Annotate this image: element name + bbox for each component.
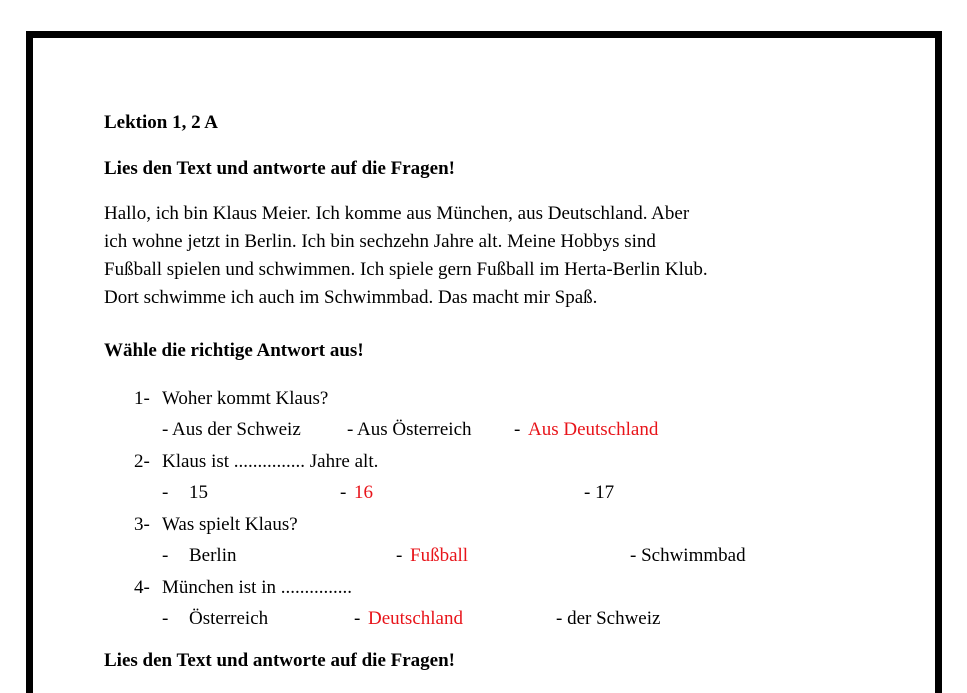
answer-option: - 17 <box>584 482 615 503</box>
answer-option: - der Schweiz <box>556 608 661 629</box>
correct-answer: 16 <box>354 482 373 503</box>
answer-option: 15 <box>189 482 208 503</box>
question-number: 4- <box>134 577 150 598</box>
question-number: 2- <box>134 451 150 472</box>
question-number: 3- <box>134 514 150 535</box>
answer-option: - Schwimmbad <box>630 545 746 566</box>
answer-option-dash: - <box>162 482 169 503</box>
answer-option-dash: - <box>514 419 521 440</box>
question-text: Klaus ist ............... Jahre alt. <box>162 451 379 472</box>
answer-option-dash: - <box>162 608 169 629</box>
reading-line: Fußball spielen und schwimmen. Ich spiele gern Fußball im Herta-Berlin Klub. <box>104 259 708 280</box>
answer-option: - Aus der Schweiz <box>162 419 301 440</box>
correct-answer: Deutschland <box>368 608 463 629</box>
answer-option-dash: - <box>396 545 403 566</box>
answer-option-dash: - <box>340 482 347 503</box>
answer-option: Berlin <box>189 545 237 566</box>
answer-option-dash: - <box>354 608 361 629</box>
lesson-title: Lektion 1, 2 A <box>104 112 219 133</box>
reading-text <box>104 200 884 312</box>
question-text: München ist in ............... <box>162 577 352 598</box>
correct-answer: Aus Deutschland <box>528 419 659 440</box>
reading-line: ich wohne jetzt in Berlin. Ich bin sechzehn Jahre alt. Meine Hobbys sind <box>104 231 656 252</box>
reading-line: Hallo, ich bin Klaus Meier. Ich komme aus München, aus Deutschland. Aber <box>104 203 690 224</box>
reading-instruction-2: Lies den Text und antworte auf die Fragen! <box>104 650 455 671</box>
answer-option: - Aus Österreich <box>347 419 472 440</box>
answer-option: Österreich <box>189 608 269 629</box>
choose-instruction: Wähle die richtige Antwort aus! <box>104 340 364 361</box>
correct-answer: Fußball <box>410 545 469 566</box>
reading-line: Dort schwimme ich auch im Schwimmbad. Das macht mir Spaß. <box>104 287 598 308</box>
question-number: 1- <box>134 388 150 409</box>
question-text: Woher kommt Klaus? <box>162 388 329 409</box>
reading-instruction: Lies den Text und antworte auf die Fragen! <box>104 158 455 179</box>
question-text: Was spielt Klaus? <box>162 514 298 535</box>
answer-option-dash: - <box>162 545 169 566</box>
